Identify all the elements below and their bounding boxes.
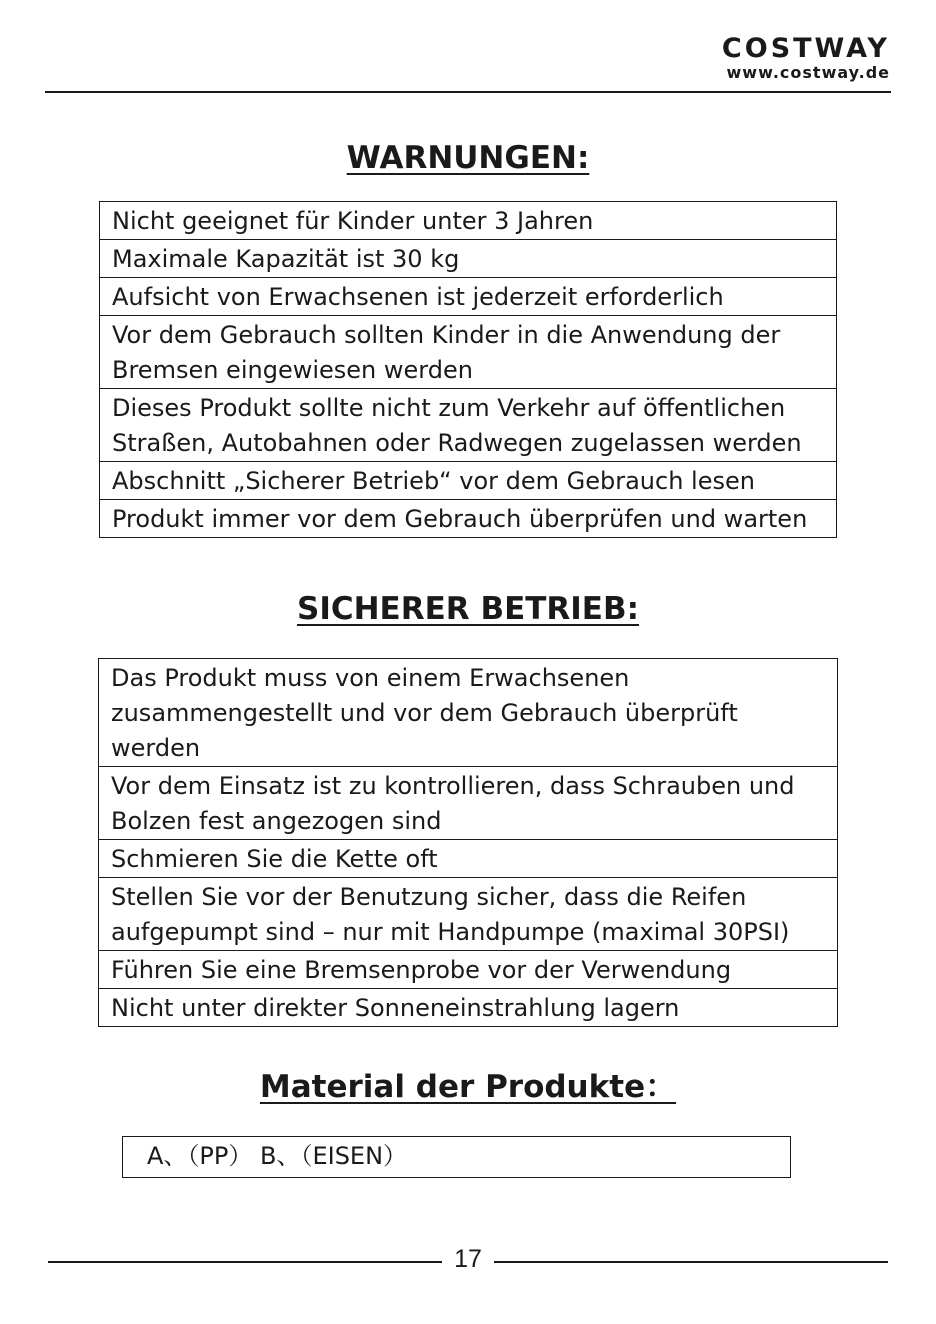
warning-row-text: Vor dem Gebrauch sollten Kinder in die Anwendung der	[112, 321, 781, 349]
safe-operation-row-text: Vor dem Einsatz ist zu kontrollieren, dass Schrauben und	[111, 772, 795, 800]
material-heading: Material der Produkte：	[259, 1069, 677, 1105]
warning-row	[100, 277, 836, 315]
safe-operation-row-text: Bolzen fest angezogen sind	[111, 807, 442, 835]
safe-operation-row	[99, 766, 837, 839]
footer-divider-left	[48, 1261, 442, 1263]
safe-operation-row-text: werden	[111, 734, 201, 762]
safe-operation-row-text: Stellen Sie vor der Benutzung sicher, dass die Reifen	[111, 883, 747, 911]
warning-row-text: Bremsen eingewiesen werden	[112, 356, 473, 384]
safe-operation-row-text: Führen Sie eine Bremsenprobe vor der Verwendung	[111, 956, 732, 984]
brand-logo	[722, 34, 890, 82]
warning-row-text: Abschnitt „Sicherer Betrieb“ vor dem Gebrauch lesen	[112, 467, 755, 495]
warning-row	[100, 315, 836, 388]
safe-operation-row-text: Nicht unter direkter Sonneneinstrahlung lagern	[111, 994, 680, 1022]
header-divider	[45, 91, 891, 93]
warning-row	[100, 388, 836, 461]
page-number: 17	[454, 1245, 482, 1273]
warning-row-text: Produkt immer vor dem Gebrauch überprüfen und warten	[112, 505, 808, 533]
safe-operation-row-text: Das Produkt muss von einem Erwachsenen	[111, 664, 630, 692]
warning-row	[100, 461, 836, 499]
warning-row-text: Maximale Kapazität ist 30 kg	[112, 245, 460, 273]
material-box	[122, 1136, 791, 1178]
warning-row-text: Straßen, Autobahnen oder Radwegen zugelassen werden	[112, 429, 802, 457]
warnings-table	[99, 201, 837, 538]
warnings-heading: WARNUNGEN:	[346, 140, 590, 176]
safe-operation-row	[99, 839, 837, 877]
safe-operation-row-text: zusammengestellt und vor dem Gebrauch überprüft	[111, 699, 738, 727]
material-text: A、（PP） B、（EISEN）	[147, 1142, 408, 1170]
safe-operation-row-text: Schmieren Sie die Kette oft	[111, 845, 438, 873]
safe-operation-row	[99, 950, 837, 988]
safe-operation-row-text: aufgepumpt sind – nur mit Handpumpe (maximal 30PSI)	[111, 918, 790, 946]
warning-row	[100, 202, 836, 239]
safe-operation-table	[98, 658, 838, 1027]
warning-row-text: Aufsicht von Erwachsenen ist jederzeit erforderlich	[112, 283, 724, 311]
warning-row-text: Dieses Produkt sollte nicht zum Verkehr auf öffentlichen	[112, 394, 786, 422]
brand-wordmark: COSTWAY	[721, 33, 890, 64]
safe-operation-row	[99, 659, 837, 766]
safe-operation-heading: SICHERER BETRIEB:	[297, 591, 639, 627]
safe-operation-row	[99, 988, 837, 1026]
footer-divider-right	[494, 1261, 888, 1263]
safe-operation-row	[99, 877, 837, 950]
warning-row-text: Nicht geeignet für Kinder unter 3 Jahren	[112, 207, 594, 235]
warning-row	[100, 499, 836, 537]
warning-row	[100, 239, 836, 277]
brand-website: www.costway.de	[726, 63, 890, 82]
